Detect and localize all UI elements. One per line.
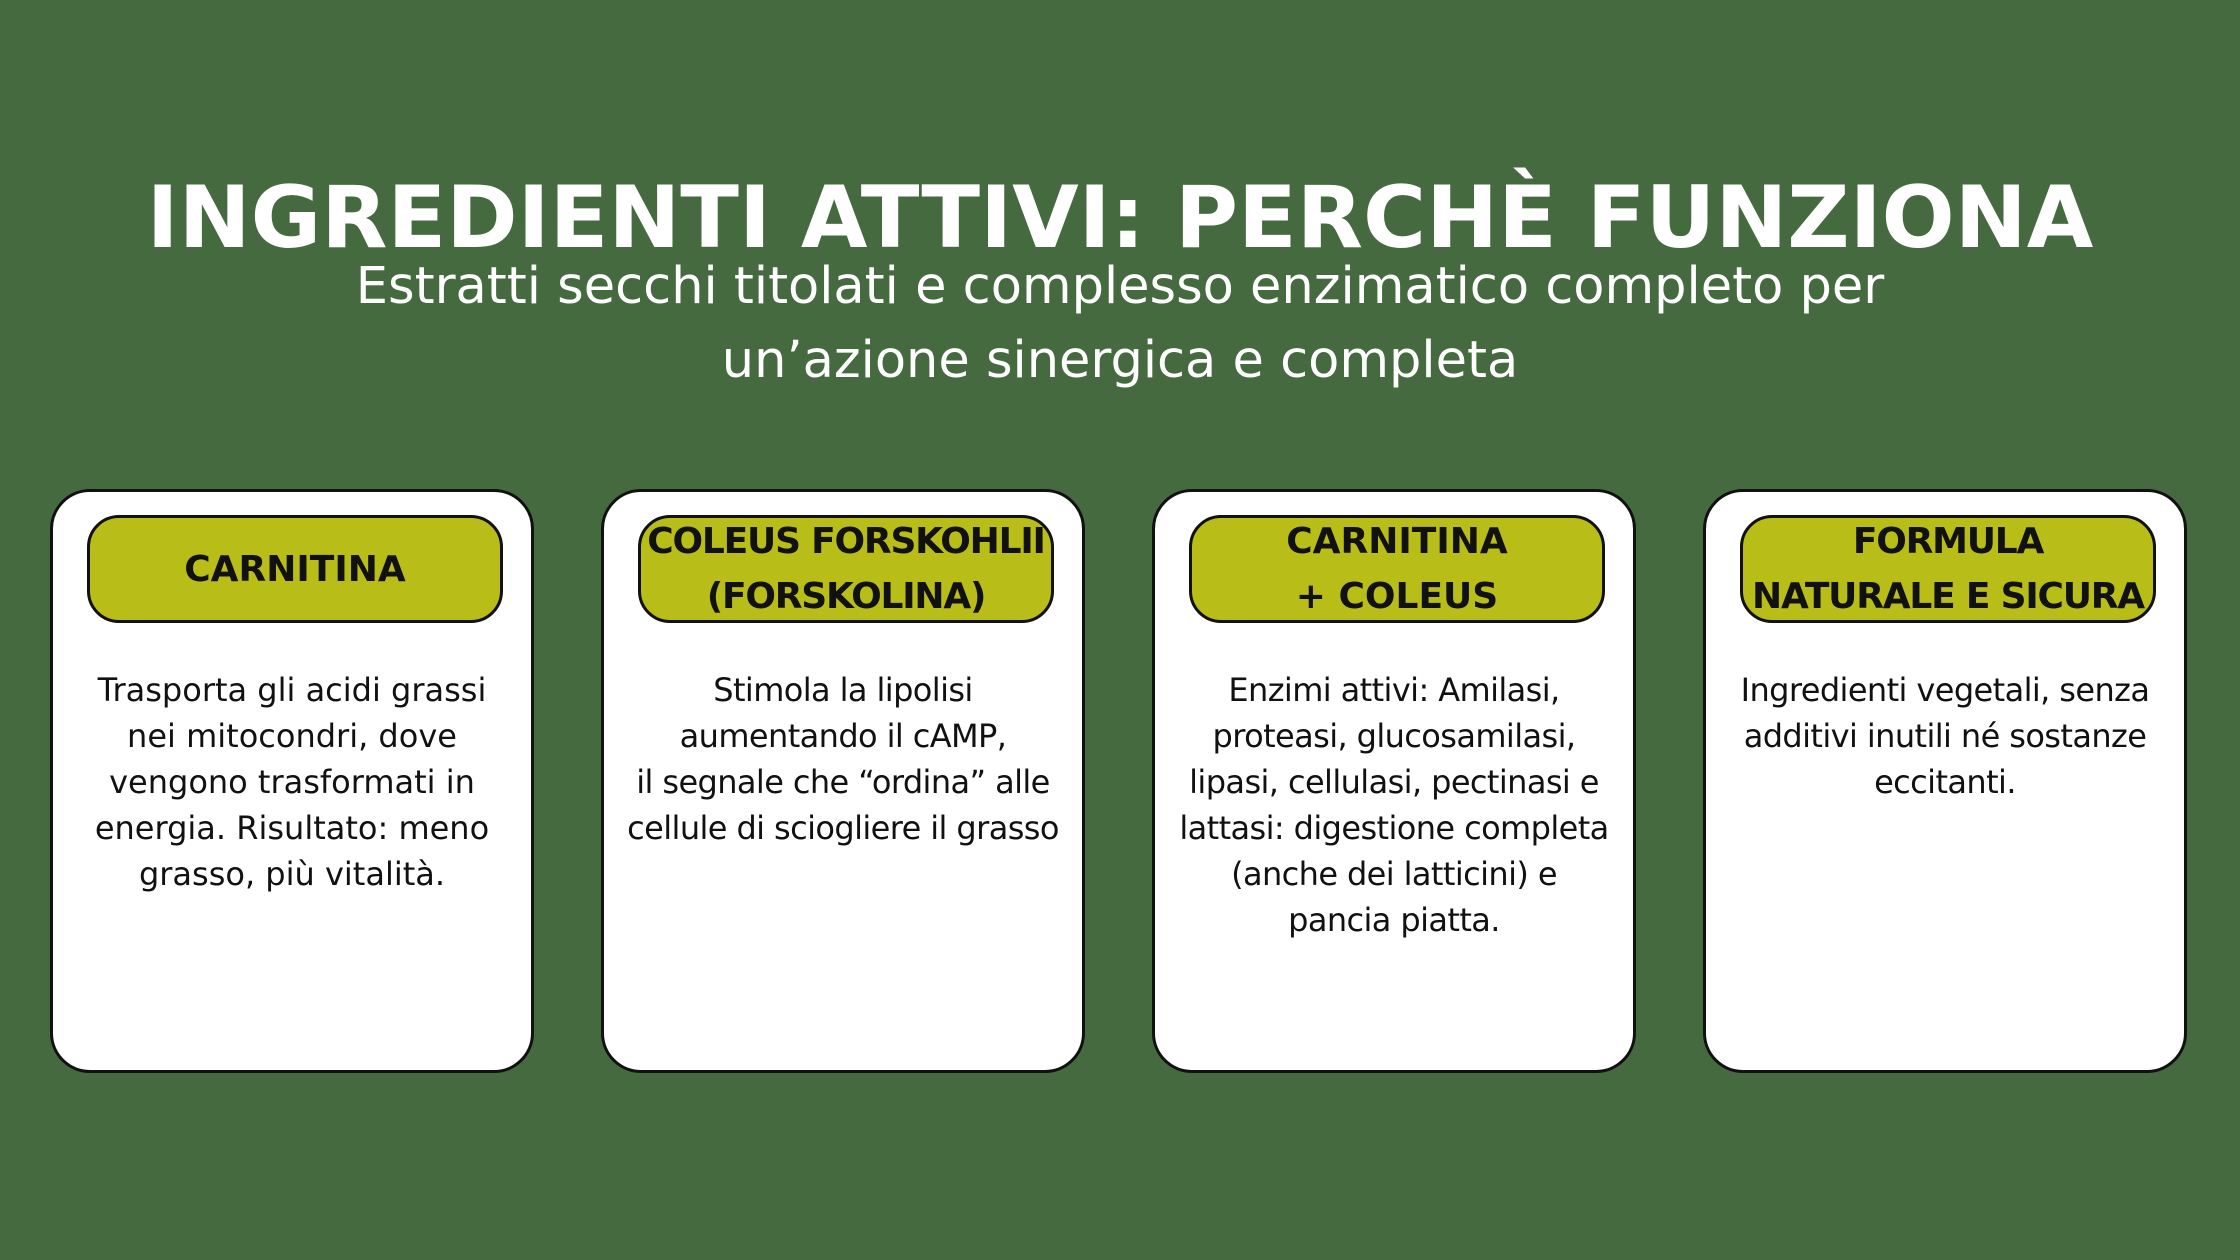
card-title-badge <box>638 515 1054 623</box>
card-title-line: FORMULA <box>1852 521 2044 562</box>
card-title-badge <box>1740 515 2156 623</box>
card-description <box>1706 667 2184 805</box>
description-line: pancia piatta. <box>1288 901 1500 939</box>
card-title-line: CARNITINA <box>1286 521 1508 562</box>
description-line: lattasi: digestione completa <box>1179 809 1609 847</box>
description-line: Trasporta gli acidi grassi <box>97 671 487 709</box>
card-title-line: NATURALE E SICURA <box>1752 576 2144 617</box>
card-title-line: CARNITINA <box>184 548 406 590</box>
page-title: INGREDIENTI ATTIVI: PERCHÈ FUNZIONA <box>146 167 2094 268</box>
description-line: aumentando il cAMP, <box>679 717 1007 755</box>
ingredient-card-carnitina-coleus <box>1152 489 1636 1073</box>
card-title-badge <box>87 515 503 623</box>
subtitle-line: un’azione sinergica e completa <box>721 331 1519 390</box>
description-line: il segnale che “ordina” alle <box>636 763 1050 801</box>
card-description <box>604 667 1082 851</box>
ingredient-card-coleus-forskohlii <box>601 489 1085 1073</box>
ingredient-card-carnitina <box>50 489 534 1073</box>
card-title-line: COLEUS FORSKOHLII <box>647 521 1045 562</box>
description-line: Ingredienti vegetali, senza <box>1740 671 2150 709</box>
description-line: Enzimi attivi: Amilasi, <box>1228 671 1560 709</box>
description-line: cellule di sciogliere il grasso <box>627 809 1059 847</box>
description-line: nei mitocondri, dove <box>127 717 457 755</box>
page-subtitle <box>270 250 1970 398</box>
description-line: energia. Risultato: meno <box>94 809 490 847</box>
description-line: grasso, più vitalità. <box>138 855 446 893</box>
subtitle-line: Estratti secchi titolati e complesso enzimatico completo per <box>355 257 1885 316</box>
description-line: additivi inutili né sostanze <box>1743 717 2147 755</box>
description-line: (anche dei latticini) e <box>1231 855 1557 893</box>
card-title-line: (FORSKOLINA) <box>706 576 986 617</box>
description-line: Stimola la lipolisi <box>713 671 973 709</box>
card-description <box>1155 667 1633 943</box>
card-title-badge <box>1189 515 1605 623</box>
card-description <box>53 667 531 897</box>
ingredient-card-formula-naturale <box>1703 489 2187 1073</box>
description-line: eccitanti. <box>1874 763 2016 801</box>
description-line: lipasi, cellulasi, pectinasi e <box>1189 763 1599 801</box>
description-line: proteasi, glucosamilasi, <box>1212 717 1576 755</box>
card-title-line: + COLEUS <box>1295 576 1499 617</box>
description-line: vengono trasformati in <box>109 763 475 801</box>
